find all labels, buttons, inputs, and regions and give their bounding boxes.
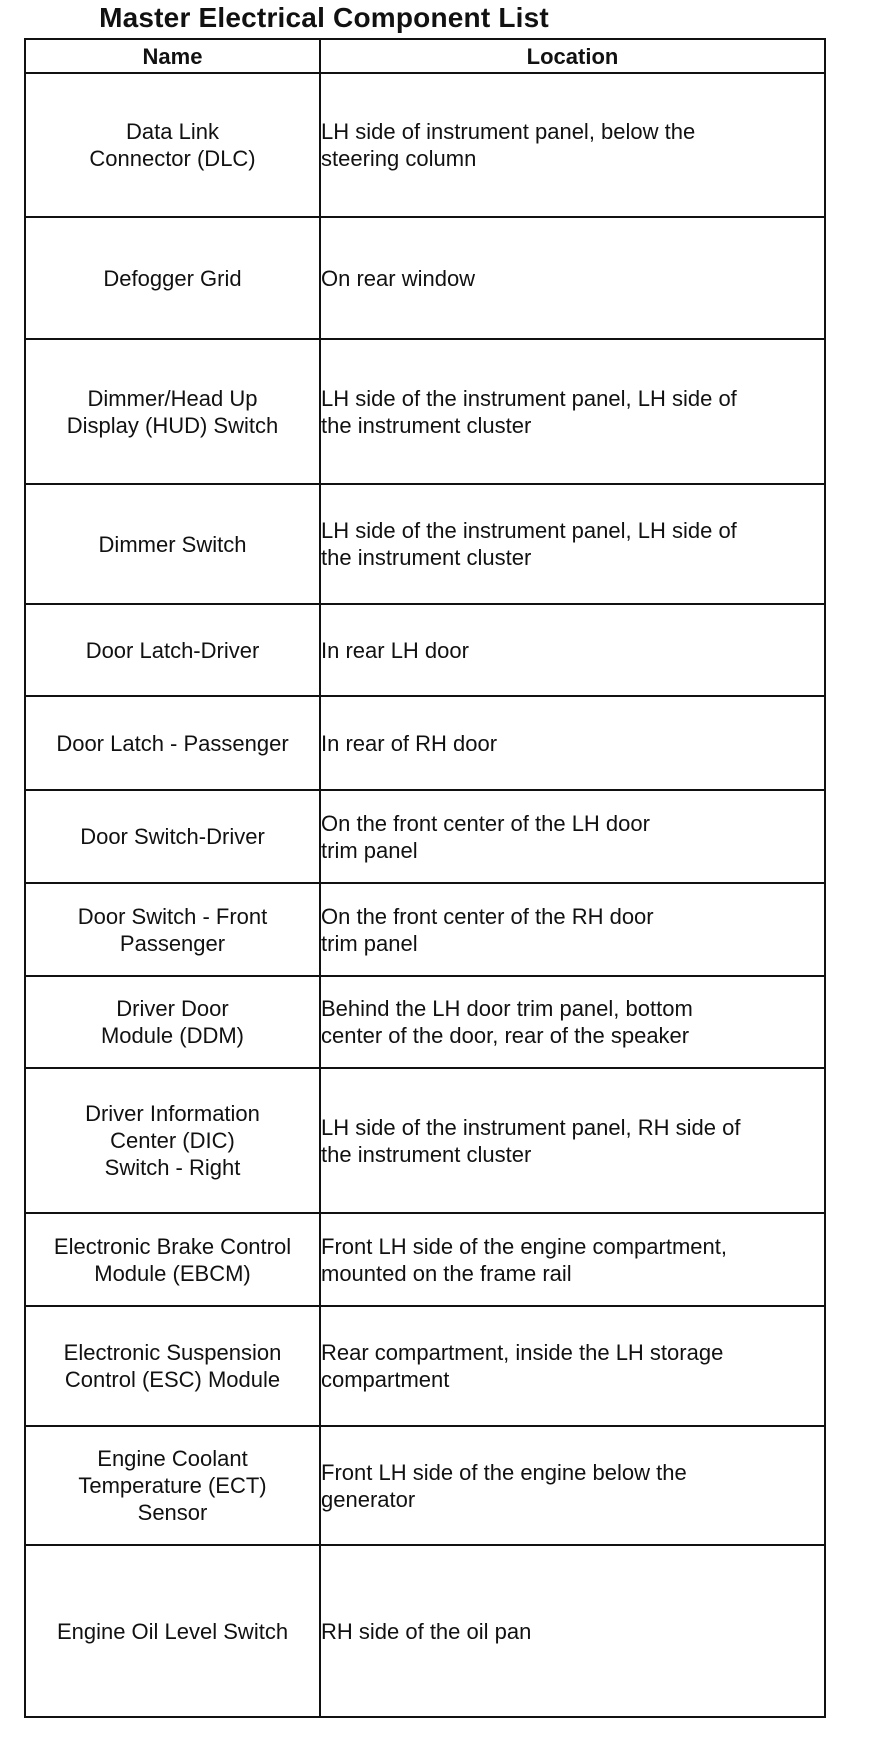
component-name-cell [25,1306,320,1426]
component-location-line: Behind the LH door trim panel, bottom [321,996,693,1021]
component-location-line: trim panel [321,837,418,863]
component-name-line: Door Latch-Driver [85,637,260,663]
table-row [25,1306,825,1426]
component-name-line: Electronic Brake Control [53,1233,292,1259]
component-location-line: the instrument cluster [321,1141,532,1167]
component-name-line: Sensor [137,1500,208,1525]
component-name-cell [25,73,320,217]
component-location-line: mounted on the frame rail [321,1260,572,1286]
component-name-line: Module (DDM) [100,1023,245,1048]
component-name-cell [25,339,320,484]
component-name-line: Dimmer Switch [98,531,247,557]
component-location-line: steering column [321,146,477,171]
component-name-cell [25,1426,320,1545]
component-name-cell [25,1068,320,1213]
component-location-cell [320,217,825,339]
component-location-cell [320,1213,825,1306]
table-row [25,790,825,883]
component-location-cell [320,484,825,604]
component-name-line: Door Switch-Driver [80,824,265,849]
component-name-cell [25,217,320,339]
component-name-cell [25,604,320,696]
component-name-cell [25,976,320,1068]
component-name-line: Module (EBCM) [94,1260,251,1286]
component-name-cell [25,1213,320,1306]
component-location-cell [320,604,825,696]
component-name-cell [25,883,320,976]
table-row [25,1545,825,1717]
component-name-line: Control (ESC) Module [64,1367,281,1392]
component-location-line: On the front center of the RH door [321,903,654,929]
component-name-line: Defogger Grid [103,265,242,291]
component-location-cell [320,1068,825,1213]
component-location-line: Rear compartment, inside the LH storage [321,1340,724,1365]
component-name-cell [25,484,320,604]
component-location-cell [320,696,825,790]
document-title: Master Electrical Component List [99,2,549,33]
component-name-line: Driver Door [116,996,229,1021]
table-row [25,1068,825,1213]
component-name-line: Center (DIC) [110,1128,235,1153]
column-header-location: Location [320,39,825,73]
component-location-line: generator [321,1486,416,1512]
table-row [25,604,825,696]
table-body [25,73,825,1717]
component-location-line: LH side of the instrument panel, LH side of [321,385,737,411]
component-name-line: Driver Information [85,1101,260,1126]
component-name-line: Engine Oil Level Switch [56,1618,289,1644]
component-location-line: LH side of the instrument panel, LH side of [321,518,737,543]
component-location-line: LH side of the instrument panel, RH side of [321,1114,741,1140]
component-location-line: Front LH side of the engine below the [321,1459,687,1485]
component-location-line: On the front center of the LH door [321,810,650,836]
component-location-line: RH side of the oil pan [321,1618,532,1644]
column-header-name: Name [25,39,320,73]
component-name-line: Temperature (ECT) [78,1473,267,1498]
component-location-line: trim panel [321,930,418,956]
component-name-line: Door Switch - Front [77,903,268,929]
component-location-line: In rear of RH door [321,730,498,756]
component-table [24,38,826,1718]
component-name-cell [25,1545,320,1717]
component-name-line: Dimmer/Head Up [87,385,258,411]
component-location-line: compartment [321,1367,450,1392]
component-location-cell [320,1306,825,1426]
table-row [25,339,825,484]
table-header-row [25,39,825,73]
component-name-cell [25,696,320,790]
component-location-cell [320,1545,825,1717]
component-name-line: Connector (DLC) [89,146,256,171]
table-row [25,217,825,339]
component-location-cell [320,883,825,976]
component-location-cell [320,1426,825,1545]
table-row [25,883,825,976]
table-row [25,484,825,604]
component-location-cell [320,790,825,883]
table-row [25,976,825,1068]
component-location-cell [320,73,825,217]
table-row [25,1213,825,1306]
component-name-cell [25,790,320,883]
component-location-line: center of the door, rear of the speaker [321,1023,690,1048]
table-row [25,73,825,217]
component-name-line: Engine Coolant [97,1446,248,1471]
component-location-line: On rear window [321,265,476,291]
component-name-line: Door Latch - Passenger [56,730,289,756]
component-name-line: Display (HUD) Switch [66,412,279,438]
component-name-line: Electronic Suspension [63,1340,282,1365]
component-location-cell [320,339,825,484]
table-row [25,1426,825,1545]
component-location-line: Front LH side of the engine compartment, [321,1233,727,1259]
component-name-line: Switch - Right [104,1155,241,1180]
component-name-line: Passenger [119,930,226,956]
component-location-line: In rear LH door [321,637,469,663]
table-row [25,696,825,790]
component-location-line: the instrument cluster [321,545,532,570]
component-name-line: Data Link [126,119,219,144]
component-location-cell [320,976,825,1068]
component-location-line: the instrument cluster [321,412,532,438]
component-location-line: LH side of instrument panel, below the [321,119,696,144]
